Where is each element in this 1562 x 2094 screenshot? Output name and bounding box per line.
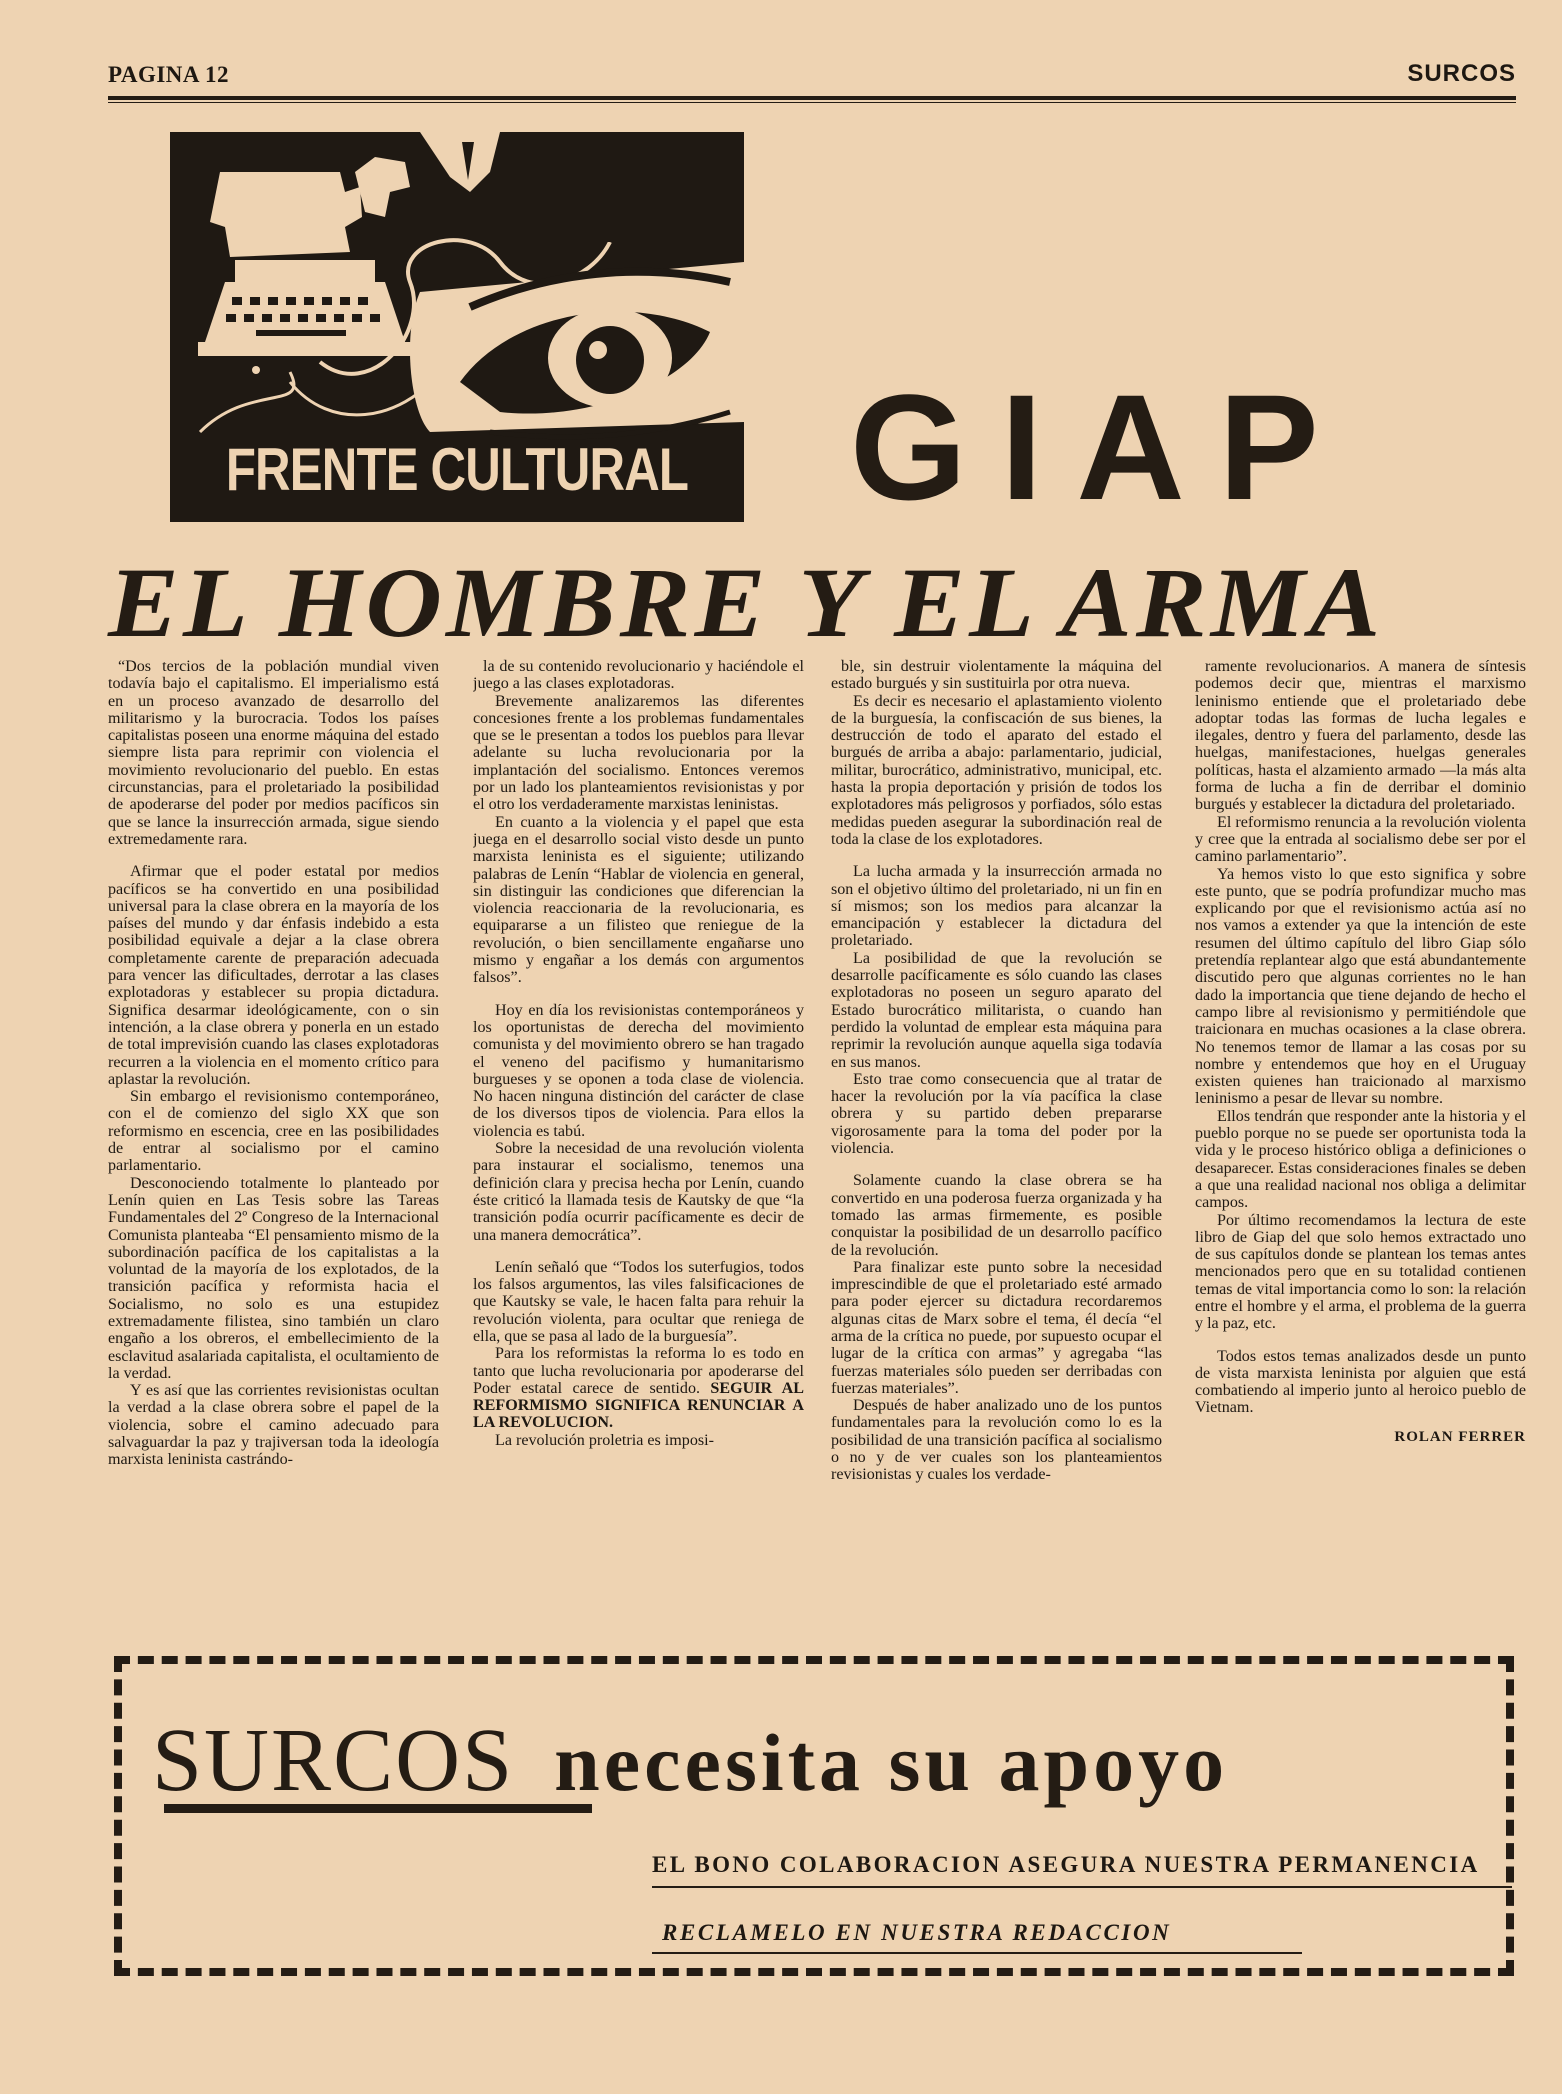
paragraph: Ya hemos visto lo que esto significa y sobre este punto, que se podría profundizar mucho mas explicando por que el revisionismo actúa así no nos vamos a extender ya que la intención de este resumen del último capítulo del libro Giap sólo pretendía replantear algo que está abundantemente discutido pero que algunas corrientes no le han dado la importancia que tiene dejando de hecho el campo libre al revisionismo y permitiéndole que traicionara en muchas ocasiones a la clase obrera. No tenemos temor de llamar a las cosas por su nombre y entendemos que hoy en el Uruguay existen quienes han traicionado al marxismo leninismo a pesar de llevar su nombre. — [1195, 865, 1526, 1108]
paragraph: Sobre la necesidad de una revolución violenta para instaurar el socialismo, tenemos una definición clara y precisa hecha por Lenín, cuando éste criticó la llamada tesis de Kautsky de que “la transición podía ocurrir pacíficamente es decir de una manera democrática”. — [473, 1140, 804, 1244]
paragraph: La lucha armada y la insurrección armada no son el objetivo último del proletariado, ni un fin en sí mismos; son los medios para alcanzar la emancipación y establecer la dictadura del proletariado. — [831, 863, 1162, 950]
paragraph: Esto trae como consecuencia que al tratar de hacer la revolución por la vía pacífica la clase obrera y su partido deben prepararse vigorosamente para la toma del poder por la violencia. — [831, 1070, 1162, 1158]
section-logo-label: FRENTE CULTURAL — [225, 436, 689, 503]
paragraph: En cuanto a la violencia y el papel que esta juega en el desarrollo social visto desde un punto marxista leninista es el siguiente; utilizando palabras de Lenín “Hablar de violencia en general, sin distinguir las condiciones que diferencian la violencia reaccionaria de la revolucionaria, es equipararse a un filisteo que reniegue de la revolución, o bien sencillamente engañarse uno mismo y engañar a los demás con argumentos falsos”. — [473, 813, 804, 987]
advert-box — [114, 1656, 1514, 1976]
advert-title-rest: necesita su apoyo — [554, 1717, 1229, 1808]
section-logo — [170, 132, 744, 522]
advert-line-1-underline — [652, 1886, 1512, 1888]
paragraph: Solamente cuando la clase obrera se ha convertido en una poderosa fuerza organizada y ha tomado las armas firmemente, es posible conquistar la posibilidad de un desarrollo pacífico de la revolución. — [831, 1172, 1162, 1259]
page-number: PAGINA 12 — [108, 62, 229, 87]
paragraph: la de su contenido revolucionario y haciéndole el juego a las clases explotadoras. — [473, 658, 804, 693]
column-2 — [473, 658, 804, 1648]
running-head — [108, 58, 1516, 98]
advert-line-2-underline — [652, 1952, 1302, 1954]
advert-title — [152, 1706, 1492, 1816]
advert-line-1: EL BONO COLABORACION ASEGURA NUESTRA PERMANENCIA — [652, 1852, 1480, 1877]
paragraph-text: Para los reformistas la reforma lo es todo en tanto que lucha revolucionaria por apoderarse del Poder estatal carece de sentido. — [473, 1345, 804, 1397]
article-kicker: GIAP — [850, 363, 1353, 531]
paragraph: Brevemente analizaremos las diferentes concesiones frente a los problemas fundamentales que se le presentan a todos los pueblos para llevar adelante su lucha revolucionaria por la implantación del socialismo. Entonces veremos por un lado los planteamientos revisionistas y por el otro los verdaderamente marxistas leninistas. — [473, 692, 804, 814]
advert-title-underline — [164, 1804, 592, 1813]
paragraph: La revolución proletria es imposi- — [495, 1431, 714, 1449]
header-rule-thick — [108, 96, 1516, 100]
paragraph: Por último recomendamos la lectura de este libro de Giap del que solo hemos extractado uno de sus capítulos donde se plantean los temas antes mencionados pero que en su totalidad contienen temas de vital importancia como lo son: la relación entre el hombre y el arma, el problema de la guerra y la paz, etc. — [1195, 1211, 1526, 1333]
column-4 — [1195, 658, 1526, 1648]
article-body — [108, 658, 1540, 1648]
paragraph: Hoy en día los revisionistas contemporáneos y los oportunistas de derecha del movimiento comunista y del movimiento obrero se han tragado el veneno del pacifismo y humanitarismo burgueses y se oponen a toda clase de violencia. No hacen ninguna distinción del carácter de clase de los diversos tipos de violencia. Para ellos la violencia es tabú. — [473, 1001, 804, 1140]
paragraph: Ellos tendrán que responder ante la historia y el pueblo porque no se puede ser oportunista toda la vida y le proceso histórico obliga a definiciones o desaparecer. Estas consideraciones finales se deben a que una realidad nacional nos obliga a delimitar campos. — [1195, 1107, 1526, 1212]
column-1 — [108, 658, 439, 1648]
publication-name: SURCOS — [1407, 60, 1516, 87]
advert-title-main: SURCOS — [152, 1711, 515, 1810]
paragraph: Afirmar que el poder estatal por medios pacíficos se ha convertido en una posibilidad universal para la clase obrera en la mayoría de los países del mundo y dar énfasis indebido a esta posibilidad equivale a dejar a la clase obrera completamente carente de preparación adecuada para vencer las dificultades, derrotar a las clases explotadoras y establecer su propia dictadura. Significa desarmar ideológicamente, con o sin intención, a la clase obrera y ponerla en un estado de total imprevisión cuando las clases explotadoras recurren a la violencia en el momento crítico para aplastar la revolución. — [108, 863, 439, 1088]
header-rule-thin — [108, 102, 1516, 103]
paragraph: La posibilidad de que la revolución se desarrolle pacíficamente es sólo cuando las clases explotadoras no poseen un seguro aparato del Estado burocrático militarista, o cuando han perdido la voluntad de emplear esta máquina para reprimir la revolución aunque aquella siga todavía en sus manos. — [831, 949, 1162, 1071]
paragraph — [473, 1345, 804, 1431]
paragraph: “Dos tercios de la población mundial viven todavía bajo el capitalismo. El imperialismo está en un proceso avanzado de desarrollo del militarismo y la burocracia. Todos los países capitalistas poseen una enorme máquina del estado siempre lista para reprimir con violencia el movimiento revolucionario del pueblo. En estas circunstancias, para el proletariado la posibilidad de apoderarse del poder por medios pacíficos sin que se lance la insurrección armada, sigue siendo extremedamente rara. — [108, 658, 439, 848]
advert-line-2: RECLAMELO EN NUESTRA REDACCION — [662, 1920, 1172, 1945]
paragraph: Desconociendo totalmente lo planteado por Lenín quien en Las Tesis sobre las Tareas Fundamentales del 2º Congreso de la Internacional Comunista planteaba “El pensamiento mismo de la subordinación pacífica de los capitalistas a la voluntad de la mayoría de los explotados, de la transición pacífica y reformista hacia el Socialismo, no solo es una estupidez extremadamente filistea, sino también un claro engaño a los obreros, el embellecimiento de la esclavitud asalariada capitalista, el ocultamiento de la verdad. — [108, 1174, 439, 1382]
paragraph: Es decir es necesario el aplastamiento violento de la burguesía, la confiscación de sus bienes, la destrucción de todo el aparato del estado el burgués de arriba a abajo: parlamentario, judicial, militar, burocrático, administrativo, municipal, etc. hasta la propia deportación y prisión de todos los explotadores más peligrosos y porfiados, sólo estas medidas pueden asegurar la subordinación real de toda la clase de los explotadores. — [831, 692, 1162, 848]
paragraph: ramente revolucionarios. A manera de síntesis podemos decir que, mientras el marxismo leninismo entiende que el proletariado debe adoptar todas las formas de lucha legales e ilegales, dentro y fuera del parlamento, desde las huelgas, manifestaciones, huelgas generales políticas, hasta el alzamiento armado —la más alta forma de lucha a fin de derribar el dominio burgués y establecer la dictadura del proletariado. — [1195, 658, 1526, 814]
paragraph: Lenín señaló que “Todos los suterfugios, todos los falsos argumentos, las viles falsificaciones de que Kautsky se vale, le hacen falta para rehuir la revolución violenta, para ocultar que reniega de ella, que se pasa al lado de la burguesía”. — [473, 1258, 804, 1345]
paragraph: Y es así que las corrientes revisionistas ocultan la verdad a la clase obrera sobre el papel de la violencia, sobre el camino adecuado para salvaguardar la paz y trajiversan toda la ideología marxista leninista castrándo- — [108, 1382, 439, 1469]
article-title: EL HOMBRE Y EL ARMA — [108, 547, 1385, 658]
paragraph: Todos estos temas analizados desde un punto de vista marxista leninista por alguien que está combatiendo al imperio junto al heroico pueblo de Vietnam. — [1195, 1347, 1526, 1417]
author-signature: ROLAN FERRER — [1394, 1428, 1526, 1445]
paragraph: Después de haber analizado uno de los puntos fundamentales para la revolución como lo es la posibilidad de una transición pacífica al socialismo o no y de ver cuales son los planteamientos revisionistas y cuales los verdade- — [831, 1397, 1162, 1484]
paragraph: ble, sin destruir violentamente la máquina del estado burgués y sin sustituirla por otra nueva. — [831, 658, 1162, 693]
column-3 — [831, 658, 1162, 1648]
emphasis: SEGUIR AL REFORMISMO SIGNIFICA RENUNCIAR A LA REVOLUCION. — [473, 1379, 804, 1432]
paragraph: Para finalizar este punto sobre la necesidad imprescindible de que el proletariado esté armado para poder ejercer su dictadura recordaremos algunas citas de Marx sobre el tema, él decía “el arma de la crítica no puede, por supuesto ocupar el lugar de la crítica con armas” y agregaba “las fuerzas materiales sólo pueden ser derribadas con fuerzas materiales”. — [831, 1258, 1162, 1397]
paragraph: El reformismo renuncia a la revolución violenta y cree que la entrada al socialismo debe ser por el camino parlamentario”. — [1195, 813, 1526, 866]
paragraph: Sin embargo el revisionismo contemporáneo, con el de comienzo del siglo XX que son reformismo en escencia, cree en las posibilidades de entrar al socialismo por el camino parlamentario. — [108, 1088, 439, 1175]
